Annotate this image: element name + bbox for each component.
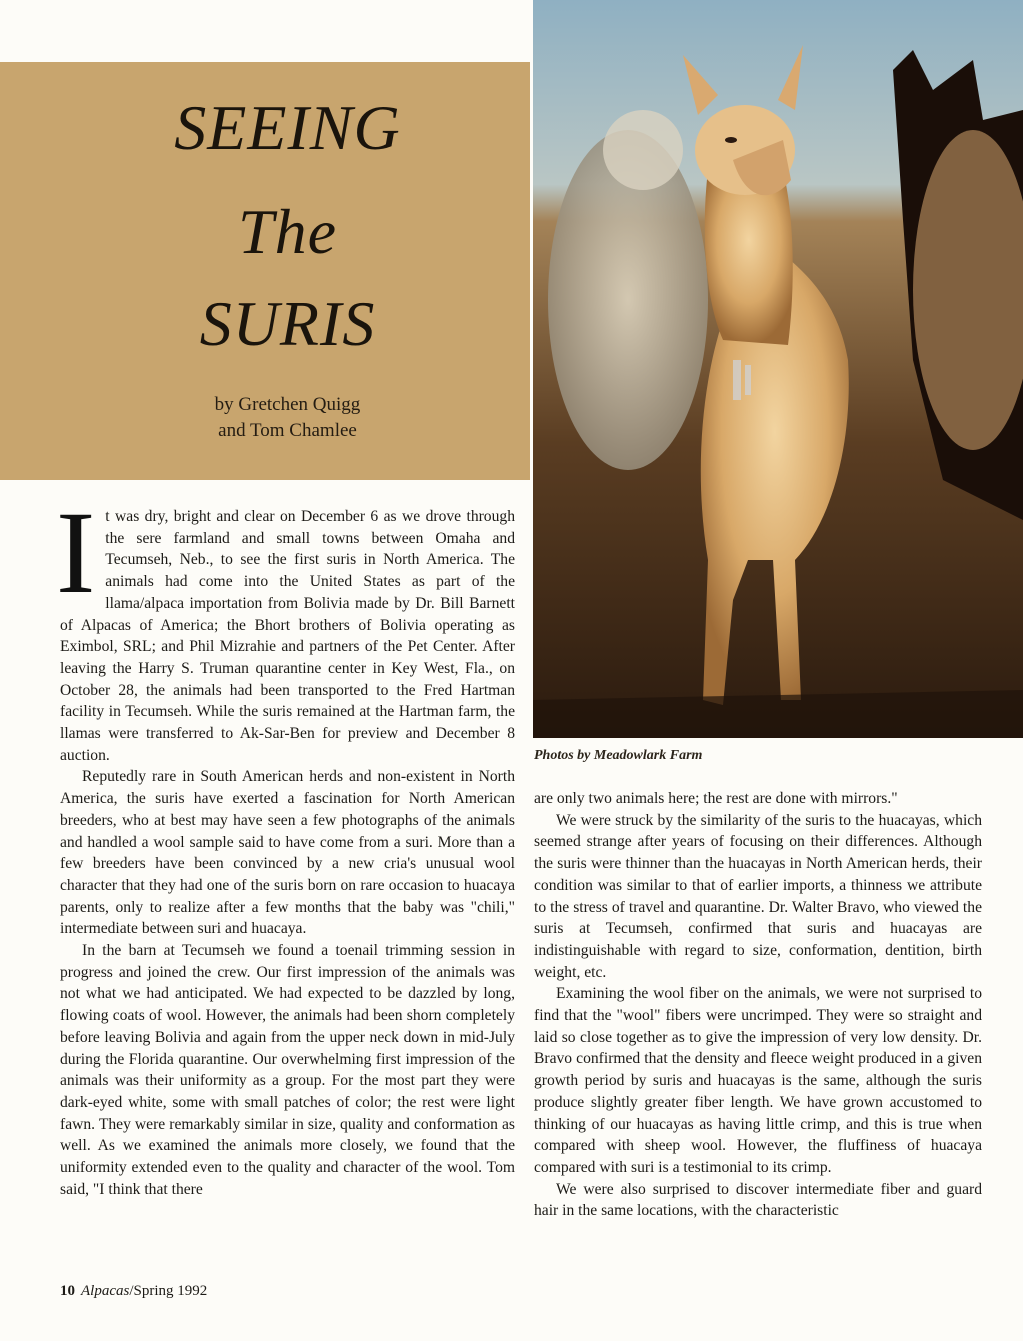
drop-cap: I	[56, 487, 96, 618]
page-number: 10	[60, 1283, 75, 1299]
left-text-column	[56, 487, 515, 1201]
article-title-line-3: SURIS	[199, 288, 376, 359]
body-paragraph: We were also surprised to discover intermediate fiber and guard hair in the same locations, with the characteristic	[534, 1180, 982, 1220]
article-title-line-2: The	[238, 196, 337, 267]
right-text-column	[534, 788, 982, 1222]
page-folio	[60, 1283, 207, 1300]
article-title-line-1: SEEING	[174, 92, 401, 163]
opening-paragraph	[56, 487, 515, 766]
body-paragraph: In the barn at Tecumseh we found a toenail trimming session in progress and joined the crew. Our first impression of the animals was not what we had anticipated. We had expected to be dazzled by long, flowing coats of wool. However, the animals had been shorn completely before leaving Bolivia and again from the upper neck down in mid-July during the Florida quarantine. Our overwhelming first impression of the animals was their uniformity as a group. For the most part they were dark-eyed white, some with small patches of color; the rest were light fawn. They were remarkably similar in size, quality and conformation as well. As we examined the animals more closely, we found that the uniformity extended even to the quality and character of the wool. Tom said, "I think that there	[60, 942, 515, 1198]
photo-credit: Photos by Meadowlark Farm	[534, 748, 703, 763]
body-paragraph: are only two animals here; the rest are done with mirrors."	[534, 790, 898, 807]
body-paragraph: Reputedly rare in South American herds and non-existent in North America, the suris have exerted a fascination for North American breeders, who at best may have seen a few photographs of the animals and handled a wool sample said to have come from a suri. More than a few breeders have been convinced by a new cria's unusual wool character that they had one of the suris born on rare occasion to huacaya parents, only to realize after a few months that the baby was "chili," intermediate between suri and huacaya.	[60, 768, 515, 938]
byline-authors-1: by Gretchen Quigg	[214, 394, 361, 415]
magazine-name: Alpacas	[81, 1283, 130, 1299]
opening-paragraph-text: t was dry, bright and clear on December 6 as we drove through the sere farmland and small towns between Omaha and Tecumseh, Neb., to see the first suris in North America. The animals had come into the United States as part of the llama/alpaca importation from Bolivia made by Dr. Bill Barnett of Alpacas of America; the Bhort brothers of Bolivia operating as Eximbol, SRL; and Phil Mizrahie and partners of the Pet Center. After leaving the Harry S. Truman quarantine center in Key West, Fla., on October 28, the animals had been transported to the Fred Hartman facility in Tecumseh. While the suris remained at the Hartman farm, the llamas were transferred to Ak-Sar-Ben for preview and December 8 auction.	[60, 508, 515, 764]
alpaca-photo	[533, 0, 1023, 738]
body-paragraph: Examining the wool fiber on the animals, we were not surprised to find that the "wool" fibers were uncrimped. They were so straight and laid so close together as to give the impression of very low density. Dr. Bravo confirmed that the density and fleece weight produced in a given growth period by suris and huacayas is the same, although the suris produce slightly greater fiber length. We have grown accustomed to thinking of our huacayas as having little crimp, and this is true when compared with sheep wool. However, the fluffiness of huacaya compared with suri is a testimonial to its crimp.	[534, 985, 982, 1176]
issue-date: /Spring 1992	[129, 1283, 208, 1299]
byline-authors-2: and Tom Chamlee	[218, 420, 357, 441]
body-paragraph: We were struck by the similarity of the suris to the huacayas, which seemed strange after years of focusing on their differences. Although the suris were thinner than the huacayas in North American herds, their condition was similar to that of earlier imports, a thinness we attribute to the stress of travel and quarantine. Dr. Walter Bravo, who viewed the suris at Tecumseh, confirmed that suris and huacayas are indistinguishable with regard to size, conformation, dentition, birth weight, etc.	[534, 811, 982, 981]
